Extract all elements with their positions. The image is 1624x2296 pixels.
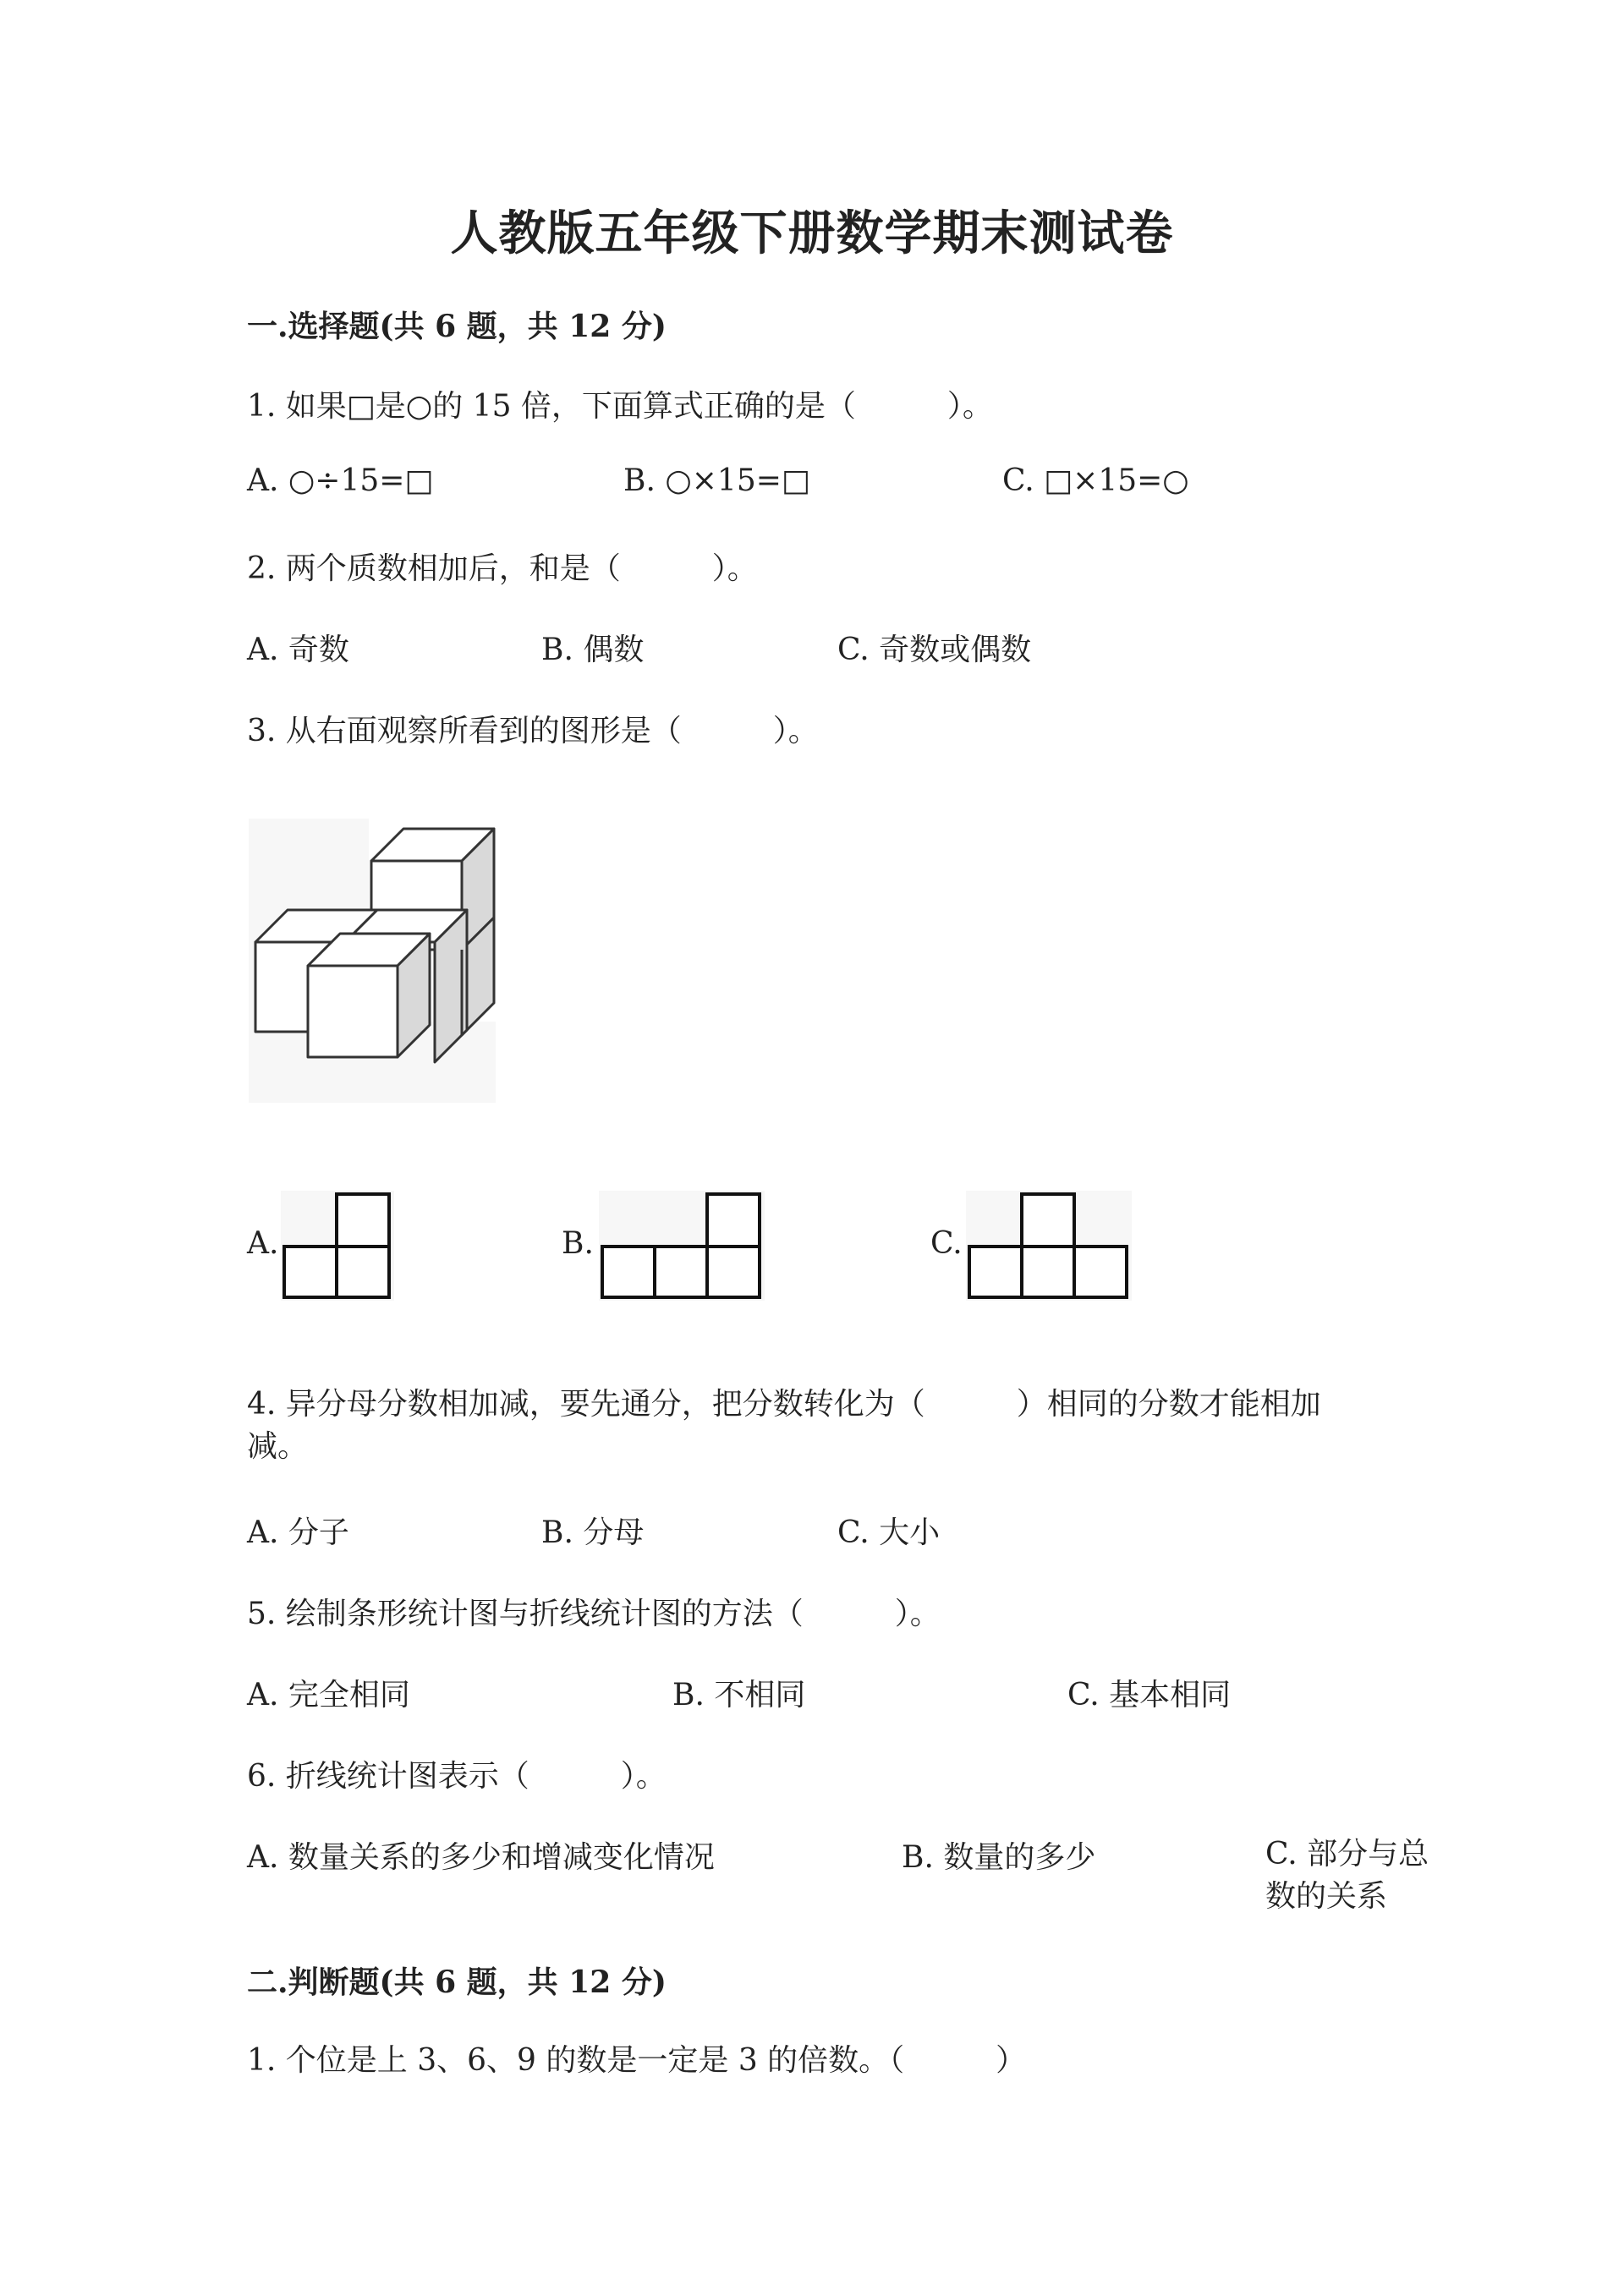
question-3: 3. 从右面观察所看到的图形是（ ）。 [247,714,819,748]
judgement-question-1: 1. 个位是上 3、6、9 的数是一定是 3 的倍数。（ ） [247,2043,1027,2078]
q6-option-c-text: C. 部分与总数的关系 [1265,1837,1429,1914]
q3-option-c[interactable]: C. [930,1226,963,1261]
q3-option-b[interactable]: B. [562,1226,594,1261]
q1-option-b[interactable]: B. ○×15=□ [623,463,810,498]
q3-option-a-figure[interactable] [281,1191,394,1301]
q3-option-c-figure[interactable] [966,1191,1132,1301]
section-heading-judgement: 二.判断题(共 6 题，共 12 分) [247,1964,667,2000]
q6-option-b[interactable]: B. 数量的多少 [902,1840,1096,1875]
q3-option-a[interactable]: A. [247,1226,279,1261]
question-4: 4. 异分母分数相加减，要先通分，把分数转化为（ ）相同的分数才能相加减。 [247,1387,1321,1464]
q5-option-c[interactable]: C. 基本相同 [1067,1678,1232,1712]
question-5: 5. 绘制条形统计图与折线统计图的方法（ ）。 [247,1597,941,1631]
q5-option-b[interactable]: B. 不相同 [672,1678,806,1712]
question-6: 6. 折线统计图表示（ ）。 [247,1759,667,1794]
q2-option-c[interactable]: C. 奇数或偶数 [837,633,1032,667]
q1-option-c[interactable]: C. □×15=○ [1002,463,1189,498]
q4-option-b[interactable]: B. 分母 [541,1515,645,1550]
q6-option-c[interactable] [1265,1833,1435,1918]
q2-option-b[interactable]: B. 偶数 [541,633,645,667]
question-2: 2. 两个质数相加后，和是（ ）。 [247,551,758,586]
q5-option-a[interactable]: A. 完全相同 [247,1678,410,1712]
page-title: 人教版五年级下册数学期末测试卷 [450,205,1174,261]
q3-option-b-figure[interactable] [599,1191,765,1301]
q4-option-a[interactable]: A. 分子 [247,1515,349,1550]
q6-option-a[interactable]: A. 数量关系的多少和增减变化情况 [247,1840,715,1875]
q1-option-a[interactable]: A. ○÷15=□ [247,463,434,498]
q2-option-a[interactable]: A. 奇数 [247,633,349,667]
q4-option-c[interactable]: C. 大小 [837,1515,941,1550]
section-heading-choice: 一.选择题(共 6 题，共 12 分) [247,309,667,344]
cube-stack-figure [249,819,496,1103]
question-1: 1. 如果□是○的 15 倍，下面算式正确的是（ ）。 [247,389,993,424]
